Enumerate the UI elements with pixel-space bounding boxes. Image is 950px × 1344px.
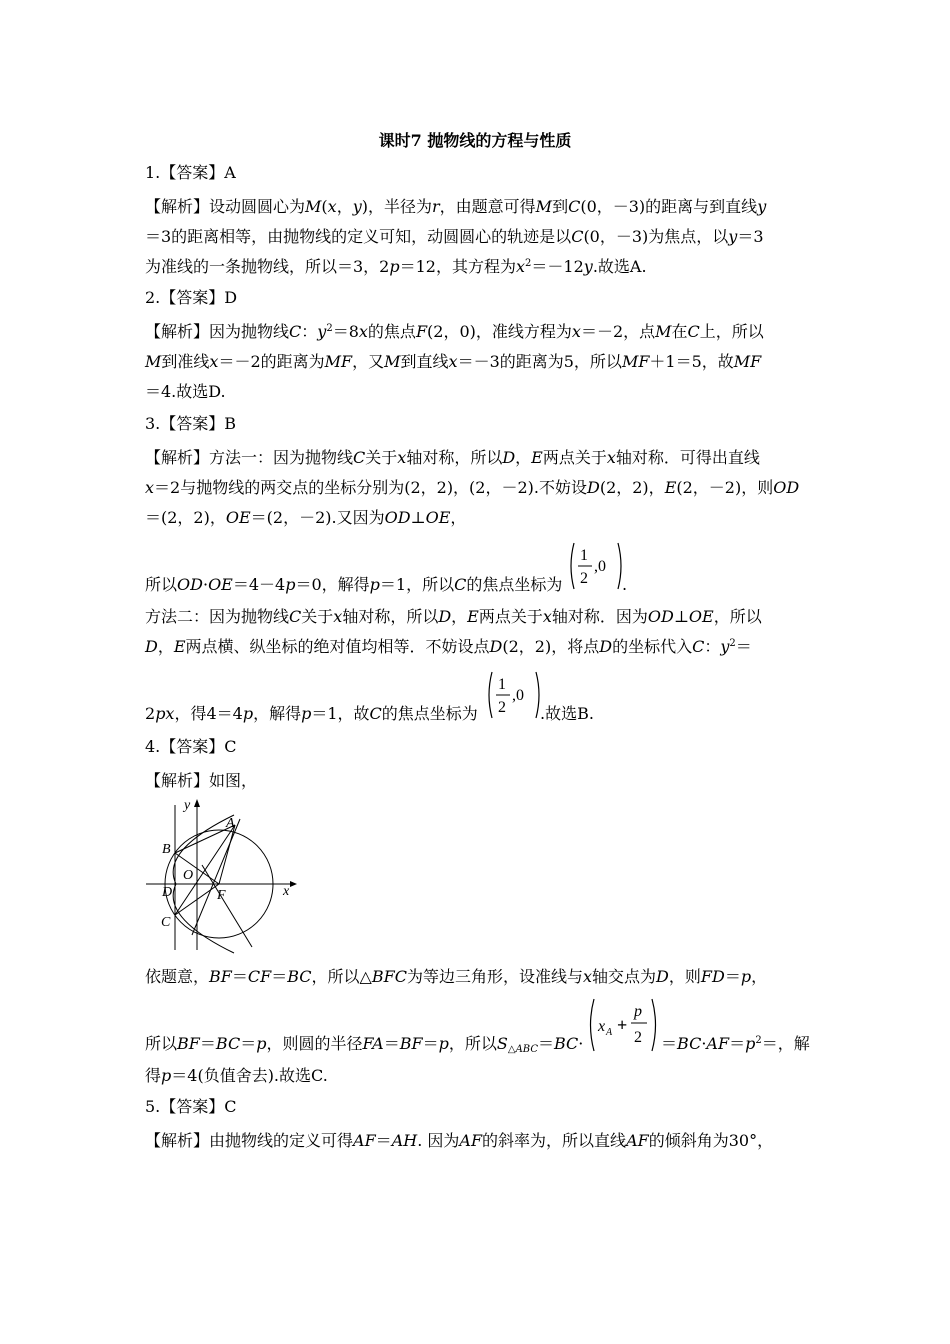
svg-text:1: 1 <box>580 547 588 564</box>
svg-text:p: p <box>634 1003 642 1020</box>
q4-line-3b: $=BC\cdot AF=p^2=$，解 <box>661 1034 810 1053</box>
q3-line-7: 2px，得4＝4p，解得p＝1，故C的焦点坐标为 <box>145 704 478 723</box>
label-c: C <box>161 915 171 930</box>
svg-text:2: 2 <box>634 1029 642 1046</box>
q3-line-6: D，E两点横、纵坐标的绝对值均相等．不妨设点D(2，2)，将点D的坐标代入C：$y^2=$ <box>145 637 752 656</box>
q4-line-3a: 所以BF＝BC＝p，则圆的半径FA＝BF＝p，所以$S_{\triangle ABC}=BC\cdot$ <box>145 1034 584 1055</box>
q4-answer: 4.【答案】C <box>145 737 237 756</box>
q1-line-2: ＝3的距离相等，由抛物线的定义可知，动圆圆心的轨迹是以C(0，－3)为焦点，以y＝3 <box>145 227 764 246</box>
q3-line-3: ＝(2，2)，OE＝(2，－2).又因为OD⊥OE， <box>145 508 467 527</box>
label-f: F <box>217 888 226 903</box>
svg-text:,0: ,0 <box>594 558 606 575</box>
q3-line-4-end: . <box>622 575 628 594</box>
q4-line-1: 【解析】如图， <box>145 771 258 790</box>
q2-line-3: ＝4.故选D. <box>145 382 226 401</box>
focus-coordinate-2 <box>484 669 544 721</box>
q4-line-2: 依题意，BF＝CF＝BC，所以△BFC为等边三角形，设准线与x轴交点为D，则FD＝p， <box>145 967 768 986</box>
q3-line-7-end: .故选B. <box>540 704 594 723</box>
q3-line-1: 【解析】方法一：因为抛物线C关于x轴对称，所以D，E两点关于x轴对称．可得出直线 <box>145 448 760 467</box>
area-bracket-expression <box>585 996 661 1054</box>
q3-line-4: 所以OD·OE＝4－4p＝0，解得p＝1，所以C的焦点坐标为 <box>145 575 563 594</box>
focus-coordinate-1 <box>566 540 626 592</box>
svg-text:x: x <box>598 1018 606 1035</box>
svg-text:,0: ,0 <box>512 687 524 704</box>
q5-line-1: 【解析】由抛物线的定义可得AF＝AH. 因为AF的斜率为，所以直线AF的倾斜角为30°， <box>145 1131 774 1150</box>
q1-line-3: 为准线的一条抛物线，所以＝3，2p＝12，其方程为$x^2=-12y$.故选A. <box>145 257 647 276</box>
svg-text:2: 2 <box>580 570 588 587</box>
svg-text:1: 1 <box>498 676 506 693</box>
page-title: 课时7 抛物线的方程与性质 <box>378 131 572 150</box>
q4-line-4: 得p＝4(负值舍去).故选C. <box>145 1066 328 1085</box>
label-d: D <box>162 885 173 900</box>
q2-answer: 2.【答案】D <box>145 288 238 307</box>
svg-text:2: 2 <box>498 699 506 716</box>
label-x: x <box>283 884 290 899</box>
q3-answer: 3.【答案】B <box>145 414 237 433</box>
label-y: y <box>184 798 191 813</box>
q3-line-5: 方法二：因为抛物线C关于x轴对称，所以D，E两点关于x轴对称．因为OD⊥OE，所以 <box>145 607 762 626</box>
label-b: B <box>162 842 171 857</box>
q5-answer: 5.【答案】C <box>145 1097 237 1116</box>
q3-line-2: x＝2与抛物线的两交点的坐标分别为(2，2)，(2，－2).不妨设D(2，2)，E(2，－2)，则OD <box>145 478 800 497</box>
q1-line-1: 【解析】设动圆圆心为M(x，y)，半径为r，由题意可得M到C(0，－3)的距离与到直线y <box>145 197 767 216</box>
label-o: O <box>183 868 194 883</box>
parabola-circle-figure <box>140 795 305 955</box>
label-a: A <box>226 816 235 831</box>
q2-line-2: M到准线x＝－2的距离为MF，又M到直线x＝－3的距离为5，所以MF＋1＝5，故MF <box>145 352 762 371</box>
q1-answer: 1.【答案】A <box>145 163 236 182</box>
svg-text:+: + <box>617 1015 628 1035</box>
q2-line-1: 【解析】因为抛物线C：$y^2=8x$的焦点F(2，0)，准线方程为x＝－2，点M在C上，所以 <box>145 322 764 341</box>
svg-text:A: A <box>606 1027 613 1038</box>
